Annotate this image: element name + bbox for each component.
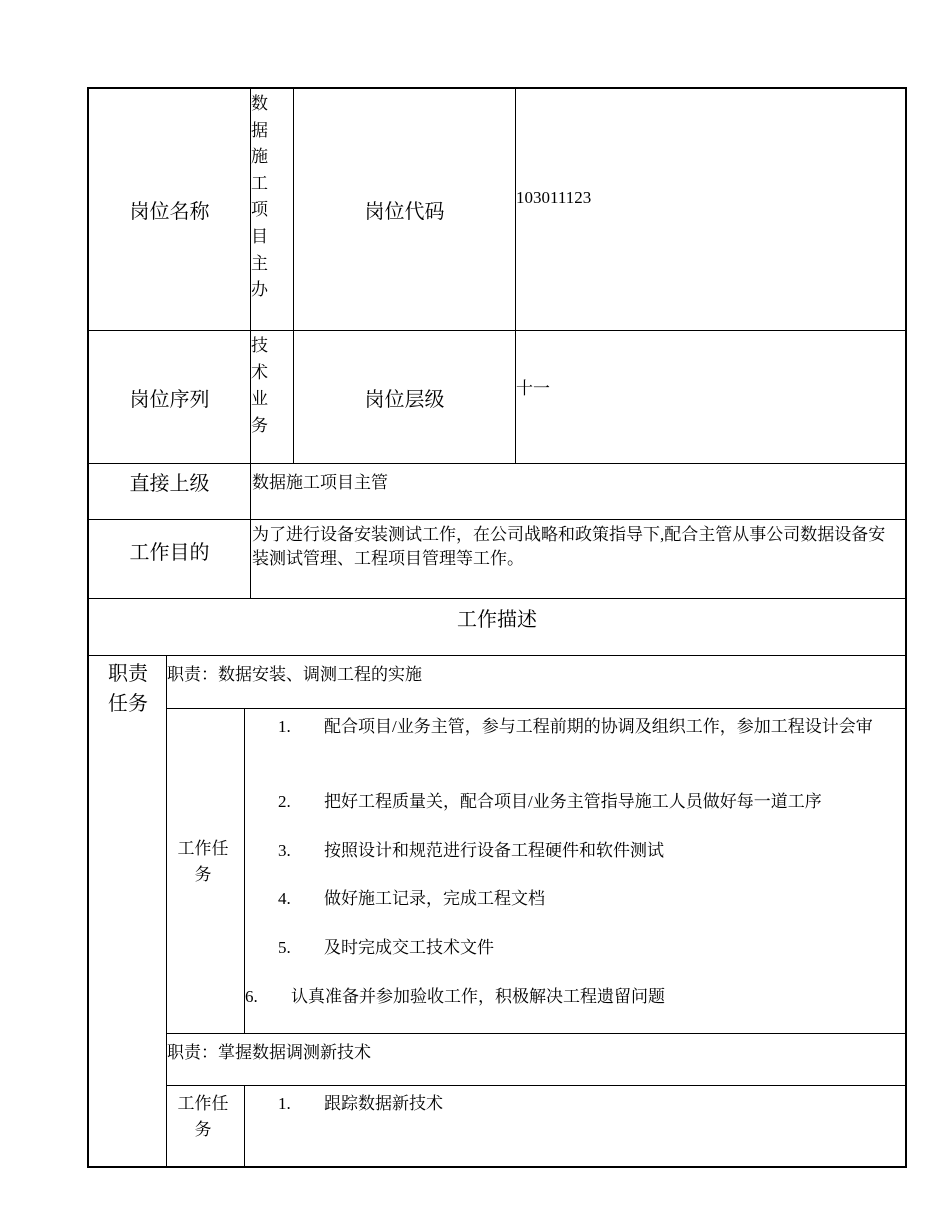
duty-title: 职责：数据安装、调测工程的实施 xyxy=(167,665,422,684)
task-number: 4. xyxy=(278,889,291,908)
position-name-label: 岗位名称 xyxy=(129,201,210,223)
table-border-bottom xyxy=(88,1166,907,1168)
position-code-value: 103011123 xyxy=(516,188,592,207)
row-divider xyxy=(166,708,907,709)
work-purpose-value: 为了进行设备安装测试工作，在公司战略和政策指导下,配合主管从事公司数据设备安装测试管理、工程项目管理等工作。 xyxy=(252,525,886,568)
duty-title: 职责：掌握数据调测新技术 xyxy=(167,1043,371,1062)
task-text: 把好工程质量关，配合项目/业务主管指导施工人员做好每一道工序 xyxy=(324,792,822,811)
task-number: 6. xyxy=(245,987,258,1006)
task-text: 认真准备并参加验收工作，积极解决工程遗留问题 xyxy=(291,987,665,1006)
col-divider xyxy=(515,88,516,464)
task-item xyxy=(278,936,494,960)
position-level-label: 岗位层级 xyxy=(364,388,445,411)
task-text: 配合项目/业务主管，参与工程前期的协调及组织工作，参加工程设计会审 xyxy=(324,717,873,736)
task-number: 5. xyxy=(278,938,291,957)
task-item xyxy=(278,887,545,911)
task-text: 按照设计和规范进行设备工程硬件和软件测试 xyxy=(324,841,664,860)
task-text: 做好施工记录，完成工程文档 xyxy=(324,889,545,908)
position-name-value: 数据施工项目主办 xyxy=(251,94,268,300)
row-divider xyxy=(88,655,907,656)
work-task-label: 工作任务 xyxy=(177,839,229,884)
work-task-label: 工作任务 xyxy=(177,1094,229,1139)
task-item xyxy=(278,790,822,814)
position-series-value: 技术业务 xyxy=(251,336,268,435)
row-divider xyxy=(166,1033,907,1034)
task-number: 1. xyxy=(278,1094,291,1113)
task-item xyxy=(278,839,664,863)
task-item xyxy=(278,715,892,739)
col-divider xyxy=(244,1086,245,1167)
position-level-value: 十一 xyxy=(516,379,550,398)
work-purpose-label: 工作目的 xyxy=(129,541,210,564)
task-item xyxy=(278,1092,443,1116)
table-border-right xyxy=(905,87,907,1168)
row-divider xyxy=(166,1085,907,1086)
task-text: 跟踪数据新技术 xyxy=(324,1094,443,1113)
task-number: 2. xyxy=(278,792,291,811)
position-code-label: 岗位代码 xyxy=(364,201,445,223)
task-item xyxy=(245,985,665,1009)
direct-superior-value: 数据施工项目主管 xyxy=(252,473,388,492)
task-number: 3. xyxy=(278,841,291,860)
direct-superior-label: 直接上级 xyxy=(129,472,210,495)
work-description-header: 工作描述 xyxy=(457,608,537,631)
task-number: 1. xyxy=(278,717,291,736)
position-series-label: 岗位序列 xyxy=(129,388,210,411)
task-text: 及时完成交工技术文件 xyxy=(324,938,494,957)
duty-task-label: 职责任务 xyxy=(108,663,148,715)
col-divider xyxy=(166,656,167,1167)
